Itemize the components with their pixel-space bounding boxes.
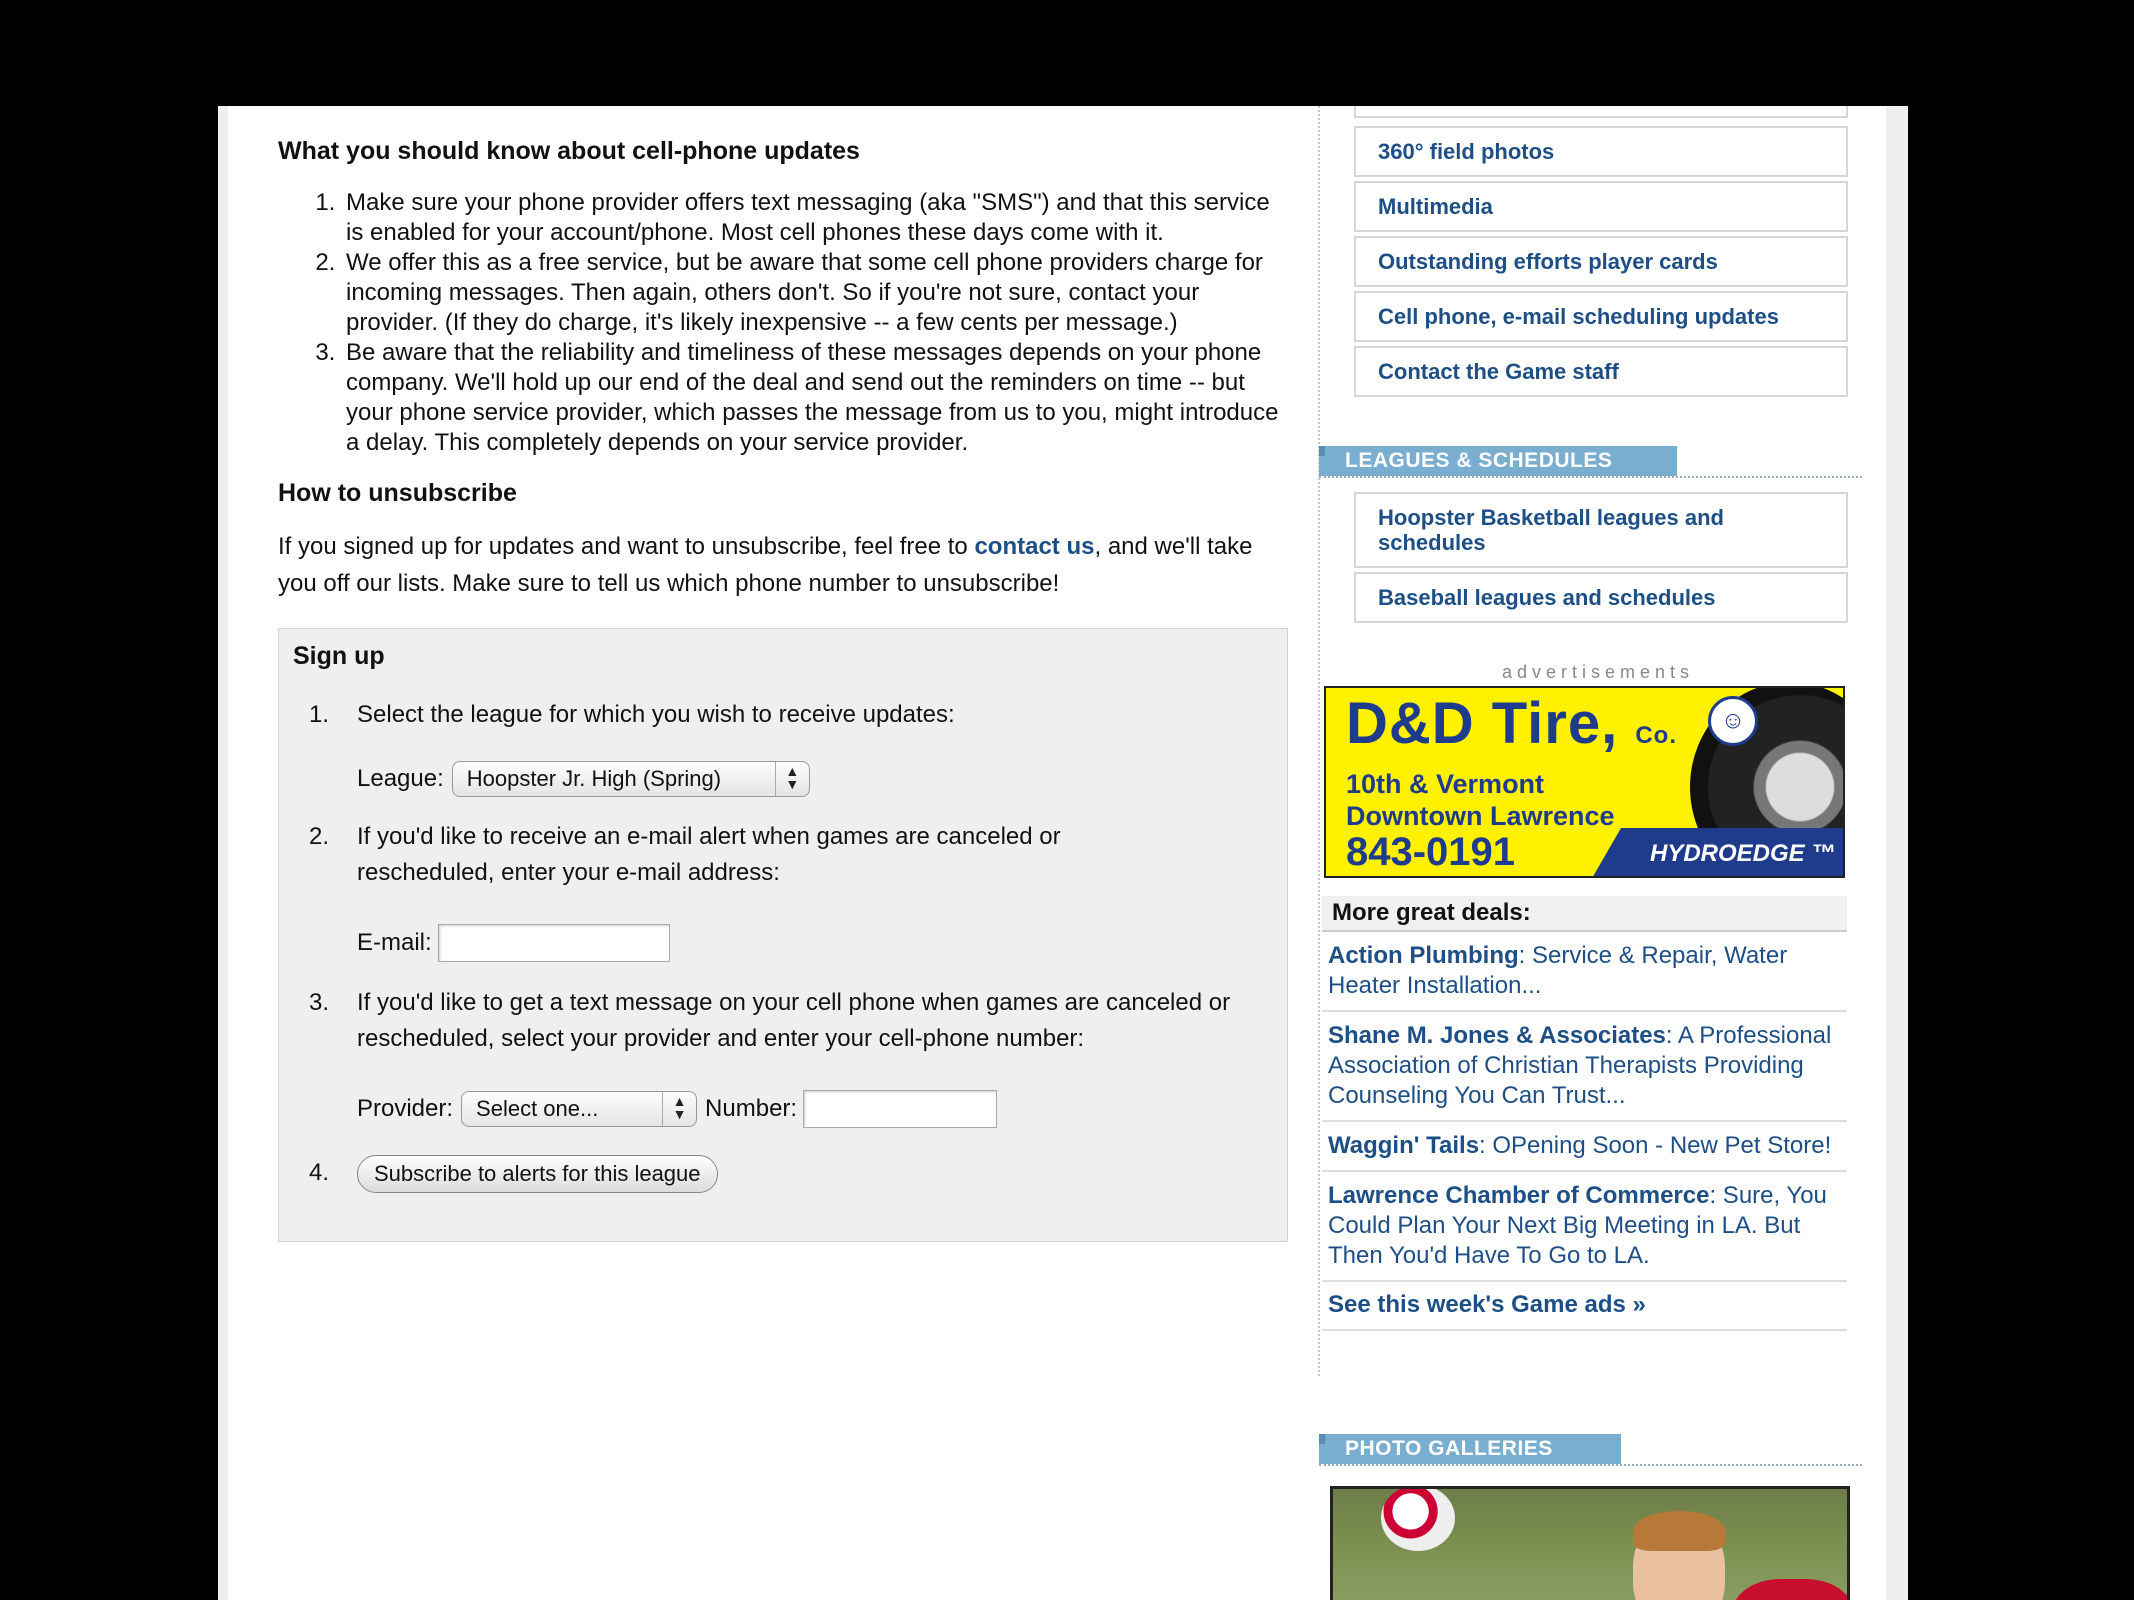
advertisements-label: advertisements — [1501, 662, 1695, 682]
step-body — [357, 1155, 1277, 1193]
unsubscribe-heading: How to unsubscribe — [278, 479, 517, 507]
ad-address-line2: Downtown Lawrence — [1346, 801, 1615, 831]
step-text: Select the league for which you wish to receive updates: — [357, 701, 955, 728]
unsubscribe-text-post: , and we'll take you off our lists. Make sure to tell us which phone number to unsubscribe! — [278, 533, 1253, 597]
page-frame — [218, 106, 1908, 1600]
tire-ad-banner[interactable] — [1324, 686, 1845, 878]
sidebar-nav-scheduling-updates[interactable]: Cell phone, e-mail scheduling updates — [1354, 291, 1848, 342]
deal-desc: : Sure, You Could Plan Your Next Big Meeting in LA. But Then You'd Have To Go to LA. — [1328, 1182, 1827, 1269]
deal-name[interactable]: Shane M. Jones & Associates — [1328, 1022, 1666, 1049]
sidebar-nav-contact-staff[interactable]: Contact the Game staff — [1354, 346, 1848, 397]
note-item: 2. We offer this as a free service, but be aware that some cell phone providers charge for incoming messages. Then again, others don't. So if you're not sure, contact your provider. (If they do charge, it's likely inexpensive -- a few cents per message.) — [342, 248, 1288, 338]
signup-heading: Sign up — [293, 642, 385, 670]
unsubscribe-text — [278, 528, 1288, 602]
sidebar-divider — [1318, 106, 1320, 1376]
league-label: League: — [357, 765, 444, 792]
ad-phone: 843-0191 — [1346, 830, 1516, 874]
provider-select-value: Select one... — [476, 1096, 599, 1121]
deal-desc: : OPening Soon - New Pet Store! — [1479, 1132, 1832, 1159]
sidebar — [1310, 106, 1886, 1600]
photo-galleries-header: PHOTO GALLERIES — [1319, 1434, 1621, 1464]
note-item: 3. Be aware that the reliability and timeliness of these messages depends on your phone company. We'll hold up our end of the deal and send out the reminders on time -- but your phone service provider, which passes the message from us to you, might introduce a delay. This completely depends on your service provider. — [342, 338, 1288, 458]
deal-name[interactable]: Lawrence Chamber of Commerce — [1328, 1182, 1710, 1209]
select-arrows-icon: ▲ ▼ — [662, 1092, 696, 1126]
select-arrows-icon: ▲ ▼ — [775, 762, 809, 796]
step-number: 3. — [309, 989, 330, 1016]
step-number: 1. — [309, 701, 330, 728]
gallery-photo[interactable] — [1330, 1486, 1850, 1600]
leagues-section-header: LEAGUES & SCHEDULES — [1319, 446, 1677, 476]
more-deals — [1322, 896, 1847, 1331]
contact-us-link[interactable]: contact us — [974, 533, 1095, 560]
email-row — [357, 923, 670, 963]
player-shirt-graphic — [1733, 1579, 1850, 1600]
phone-number-input[interactable] — [803, 1090, 997, 1128]
sidebar-league-baseball[interactable]: Baseball leagues and schedules — [1354, 572, 1848, 623]
more-deals-heading: More great deals: — [1322, 896, 1847, 932]
cell-updates-notes — [278, 188, 1288, 458]
sidebar-nav-item-partial[interactable] — [1354, 106, 1848, 118]
mascot-emblem-icon: ☺ — [1708, 696, 1758, 746]
sidebar-nav-player-cards[interactable]: Outstanding efforts player cards — [1354, 236, 1848, 287]
deal-item[interactable] — [1322, 1172, 1847, 1282]
section-rule — [1319, 1464, 1862, 1466]
deal-desc: : Service & Repair, Water Heater Installation... — [1328, 942, 1788, 999]
email-input[interactable] — [438, 924, 670, 962]
ad-product-name: HYDROEDGE ™ — [1650, 840, 1836, 867]
ad-brand-name: D&D Tire, — [1346, 691, 1619, 756]
ad-address-line1: 10th & Vermont — [1346, 769, 1545, 799]
sidebar-league-hoopster[interactable]: Hoopster Basketball leagues and schedules — [1354, 492, 1848, 568]
deal-item[interactable] — [1322, 1012, 1847, 1122]
ad-product-banner — [1591, 828, 1845, 878]
deal-desc: : A Professional Association of Christian Therapists Providing Counseling You Can Trust... — [1328, 1022, 1832, 1109]
provider-select[interactable] — [461, 1091, 697, 1127]
section-rule — [1319, 476, 1862, 478]
soccer-ball-graphic — [1381, 1486, 1455, 1551]
note-item: 1. Make sure your phone provider offers text messaging (aka "SMS") and that this service is enabled for your account/phone. Most cell phones these days come with it. — [342, 188, 1288, 248]
sidebar-nav-multimedia[interactable]: Multimedia — [1354, 181, 1848, 232]
league-select-value: Hoopster Jr. High (Spring) — [466, 766, 722, 791]
league-row — [357, 759, 810, 799]
deal-name[interactable]: Waggin' Tails — [1328, 1132, 1480, 1159]
step-text: If you'd like to receive an e-mail alert when games are canceled or rescheduled, enter your e-mail address: — [357, 823, 1061, 886]
deal-item[interactable] — [1322, 1122, 1847, 1172]
number-label: Number: — [705, 1095, 798, 1122]
content-area — [228, 106, 1886, 1600]
provider-label: Provider: — [357, 1095, 454, 1122]
step-number: 2. — [309, 823, 330, 850]
deal-item[interactable] — [1322, 932, 1847, 1012]
ad-brand-suffix: Co. — [1635, 722, 1678, 749]
ad-brand — [1346, 690, 1677, 757]
ad-address — [1346, 768, 1615, 832]
sidebar-nav-field-photos[interactable]: 360° field photos — [1354, 126, 1848, 177]
cell-updates-heading: What you should know about cell-phone updates — [278, 137, 860, 165]
player-hair-graphic — [1633, 1511, 1725, 1551]
main-column — [278, 136, 1288, 1242]
provider-row — [357, 1089, 997, 1129]
see-weekly-ads-link[interactable]: See this week's Game ads » — [1322, 1282, 1847, 1331]
email-label: E-mail: — [357, 929, 432, 956]
deal-name[interactable]: Action Plumbing — [1328, 942, 1519, 969]
unsubscribe-text-pre: If you signed up for updates and want to unsubscribe, feel free to — [278, 533, 975, 560]
signup-form — [278, 628, 1288, 1242]
league-select[interactable] — [452, 761, 810, 797]
step-number: 4. — [309, 1159, 330, 1186]
step-text: If you'd like to get a text message on your cell phone when games are canceled or rescheduled, select your provider and enter your cell-phone number: — [357, 989, 1231, 1052]
subscribe-button[interactable]: Subscribe to alerts for this league — [357, 1155, 718, 1193]
